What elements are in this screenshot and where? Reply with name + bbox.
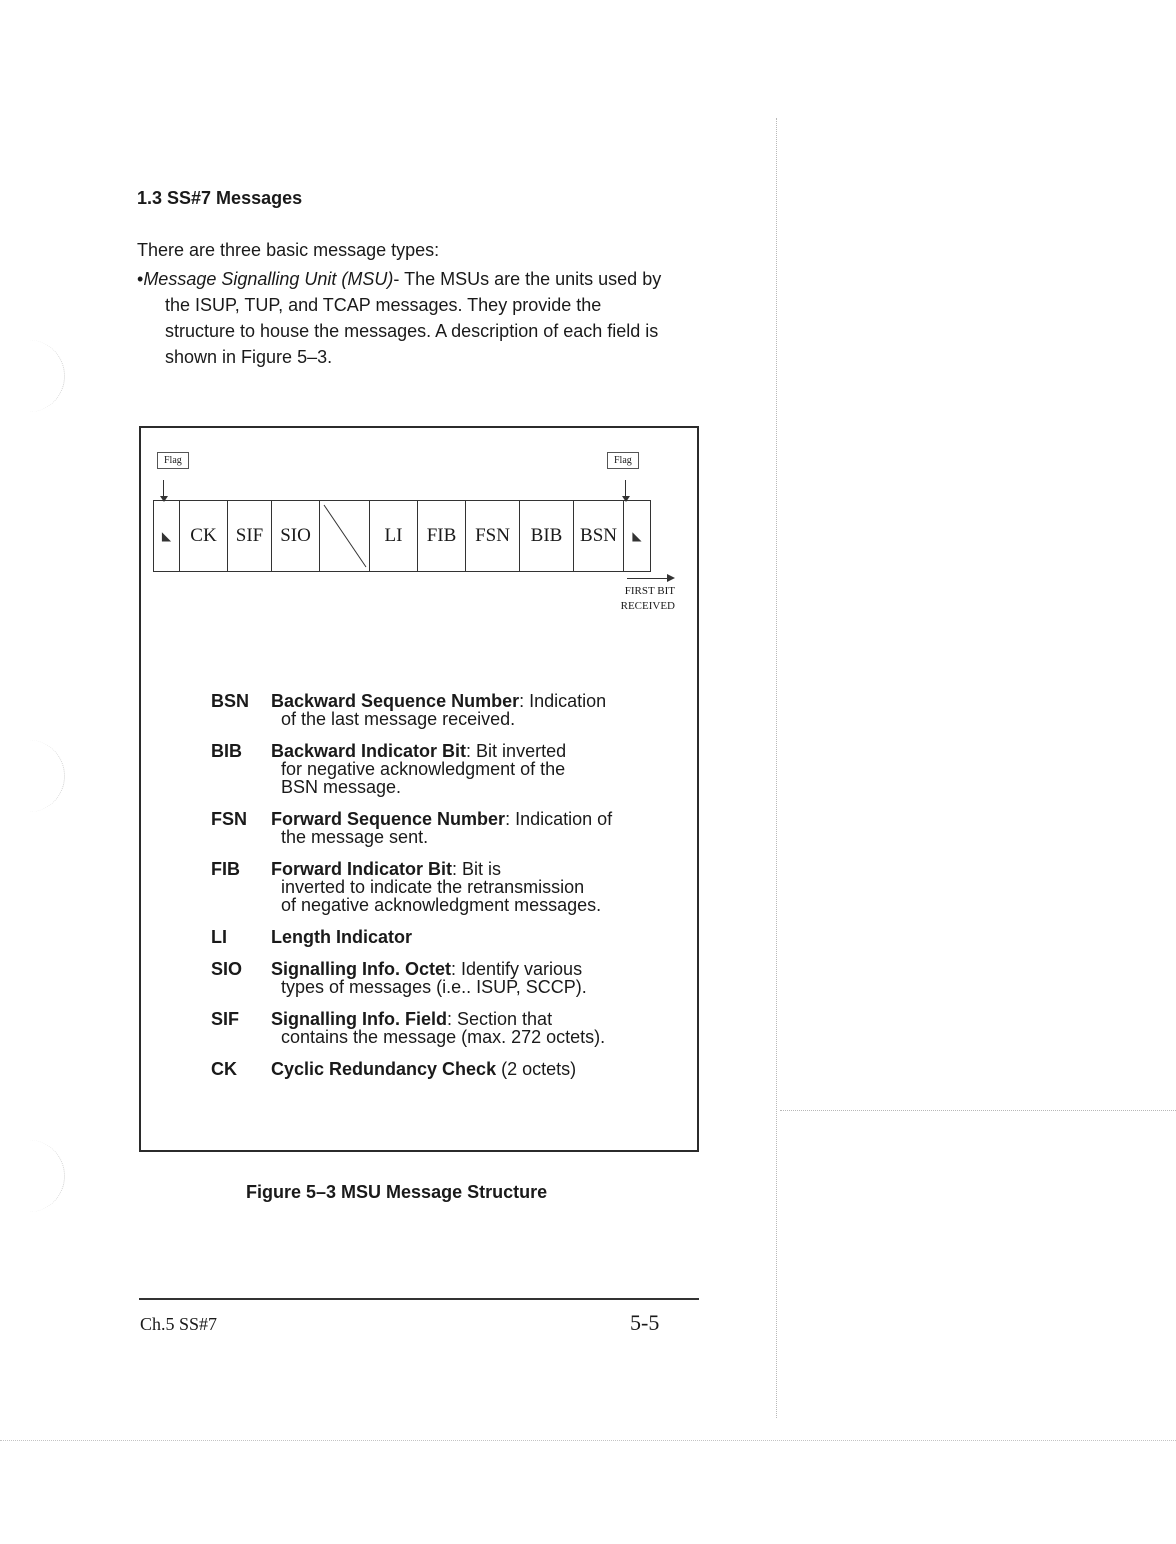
footer-rule [139, 1298, 699, 1300]
legend-desc-line: BSN message. [281, 777, 402, 797]
flag-field-icon: ◣ [632, 528, 642, 543]
legend-desc-line: of negative acknowledgment messages. [281, 895, 602, 915]
legend-item-sif [211, 1010, 681, 1046]
legend-item-fib [211, 860, 681, 914]
binder-hole-mark [18, 1140, 65, 1212]
first-bit-label: RECEIVED [620, 600, 675, 612]
legend-item-ck [211, 1060, 681, 1078]
legend-abbr: FIB [211, 859, 240, 879]
first-bit-label: FIRST BIT [624, 585, 675, 597]
bullet-text-line: shown in Figure 5–3. [165, 347, 333, 367]
first-bit-received-note [621, 574, 675, 614]
binder-hole-mark [18, 340, 65, 412]
legend-desc-line: inverted to indicate the retransmission [281, 877, 585, 897]
field-legend [211, 692, 681, 1092]
legend-desc: : Section that [447, 1009, 553, 1029]
legend-desc: : Bit inverted [466, 741, 567, 761]
legend-abbr: SIF [211, 1009, 240, 1029]
flag-label-right: Flag [607, 452, 639, 469]
msu-frame-diagram [153, 500, 651, 572]
legend-desc: (2 octets) [496, 1059, 577, 1079]
legend-desc-line: for negative acknowledgment of the [281, 759, 566, 779]
legend-abbr: FSN [211, 809, 247, 829]
legend-desc: : Indication of [505, 809, 613, 829]
flag-arrow-down-icon [163, 480, 164, 498]
intro-text: There are three basic message types: [137, 240, 440, 260]
bullet-text-line: the ISUP, TUP, and TCAP messages. They provide the [165, 295, 602, 315]
legend-desc: : Indication [519, 691, 607, 711]
legend-item-fsn [211, 810, 681, 846]
legend-desc-line: types of messages (i.e.. ISUP, SCCP). [281, 977, 587, 997]
flag-field-icon: ◣ [154, 501, 180, 571]
legend-name: Signalling Info. Octet [271, 959, 451, 979]
arrow-right-icon [621, 574, 675, 584]
legend-name: Backward Sequence Number [271, 691, 520, 711]
frame-field-bsn: BSN [574, 501, 624, 571]
bullet-text-line: structure to house the messages. A description of each field is [165, 321, 659, 341]
legend-abbr: SIO [211, 959, 243, 979]
legend-abbr: BIB [211, 741, 242, 761]
figure-caption: Figure 5–3 MSU Message Structure [246, 1182, 548, 1202]
legend-name: Forward Indicator Bit [271, 859, 453, 879]
frame-field-bib: BIB [520, 501, 574, 571]
legend-desc: : Identify various [451, 959, 583, 979]
section-heading: 1.3 SS#7 Messages [137, 188, 303, 208]
margin-divider-horizontal [780, 1110, 1176, 1111]
legend-name: Forward Sequence Number [271, 809, 506, 829]
footer-page-number: 5-5 [630, 1310, 660, 1335]
legend-name: Signalling Info. Field [271, 1009, 447, 1029]
legend-abbr: BSN [211, 691, 250, 711]
frame-field-fsn: FSN [466, 501, 520, 571]
legend-desc-line: of the last message received. [281, 709, 516, 729]
legend-item-bib [211, 742, 681, 796]
legend-name: Cyclic Redundancy Check [271, 1059, 497, 1079]
margin-divider-vertical [776, 118, 777, 1418]
frame-field-sif: SIF [228, 501, 272, 571]
legend-item-bsn [211, 692, 681, 728]
bullet-msu [137, 266, 697, 370]
frame-field-sio: SIO [272, 501, 320, 571]
diagonal-slash-icon [320, 501, 369, 571]
legend-item-li [211, 928, 681, 946]
frame-field-fib: FIB [418, 501, 466, 571]
footer-chapter: Ch.5 SS#7 [140, 1314, 218, 1334]
legend-name: Backward Indicator Bit [271, 741, 467, 761]
frame-field-spare [320, 501, 370, 571]
legend-abbr: CK [211, 1059, 237, 1079]
flag-arrow-down-icon [625, 480, 626, 498]
legend-name: Length Indicator [271, 927, 412, 947]
bullet-text-line: - The MSUs are the units used by [393, 269, 662, 289]
legend-desc: : Bit is [452, 859, 502, 879]
page-bottom-divider [0, 1440, 1176, 1441]
bullet-marker: • [137, 269, 144, 289]
legend-desc-line: the message sent. [281, 827, 429, 847]
msu-figure [139, 426, 699, 1152]
frame-field-li: LI [370, 501, 418, 571]
legend-abbr: LI [211, 927, 227, 947]
legend-item-sio [211, 960, 681, 996]
frame-field-ck: CK [180, 501, 228, 571]
binder-hole-mark [18, 740, 65, 812]
legend-desc-line: contains the message (max. 272 octets). [281, 1027, 606, 1047]
bullet-term: Message Signalling Unit (MSU) [143, 269, 394, 289]
flag-label-left: Flag [157, 452, 189, 469]
